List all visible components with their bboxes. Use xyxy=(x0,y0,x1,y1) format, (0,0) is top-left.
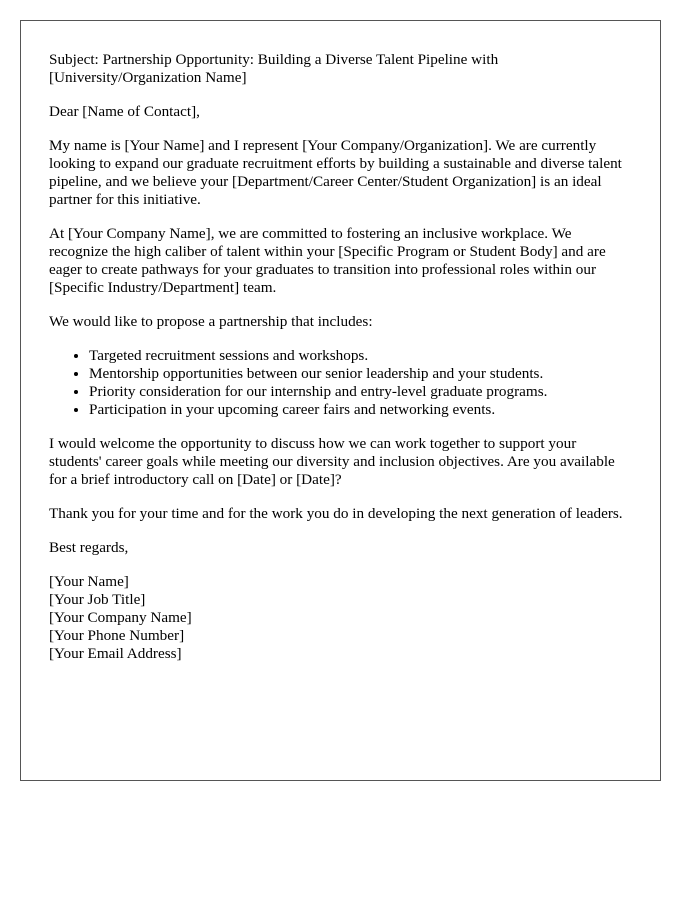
letter-paragraph-thanks: Thank you for your time and for the work you do in developing the next generation of leaders. xyxy=(49,505,623,522)
signature-job-title: [Your Job Title] xyxy=(49,591,146,608)
letter-container xyxy=(20,20,661,781)
signature-name: [Your Name] xyxy=(49,573,129,590)
letter-subject: Subject: Partnership Opportunity: Building a Diverse Talent Pipeline with [University/Organization Name] xyxy=(49,51,499,86)
signature-email: [Your Email Address] xyxy=(49,645,182,662)
proposal-list xyxy=(49,347,632,419)
signature-block xyxy=(49,573,632,663)
letter-sign-off: Best regards, xyxy=(49,539,129,556)
list-item: • Targeted recruitment sessions and workshops. xyxy=(89,347,632,365)
letter-paragraph-call-request: I would welcome the opportunity to discuss how we can work together to support your students' career goals while meeting our diversity and inclusion objectives. Are you available for a brief introductory call on [Date] or [Date]? xyxy=(49,435,615,488)
list-item: • Priority consideration for our internship and entry-level graduate programs. xyxy=(89,383,632,401)
letter-paragraph-commitment: At [Your Company Name], we are committed to fostering an inclusive workplace. We recognize the high caliber of talent within your [Specific Program or Student Body] and are eager to create pathways for your graduates to transition into professional roles within our [Specific Industry/Department] team. xyxy=(49,225,606,296)
list-item: • Mentorship opportunities between our senior leadership and your students. xyxy=(89,365,632,383)
list-item: • Participation in your upcoming career fairs and networking events. xyxy=(89,401,632,419)
letter-paragraph-proposal-intro: We would like to propose a partnership that includes: xyxy=(49,313,373,330)
signature-company: [Your Company Name] xyxy=(49,609,192,626)
signature-phone: [Your Phone Number] xyxy=(49,627,185,644)
letter-paragraph-intro: My name is [Your Name] and I represent [Your Company/Organization]. We are currently looking to expand our graduate recruitment efforts by building a sustainable and diverse talent pipeline, and we believe your [Department/Career Center/Student Organization] is an ideal partner for this initiative. xyxy=(49,137,622,208)
letter-salutation: Dear [Name of Contact], xyxy=(49,103,200,120)
